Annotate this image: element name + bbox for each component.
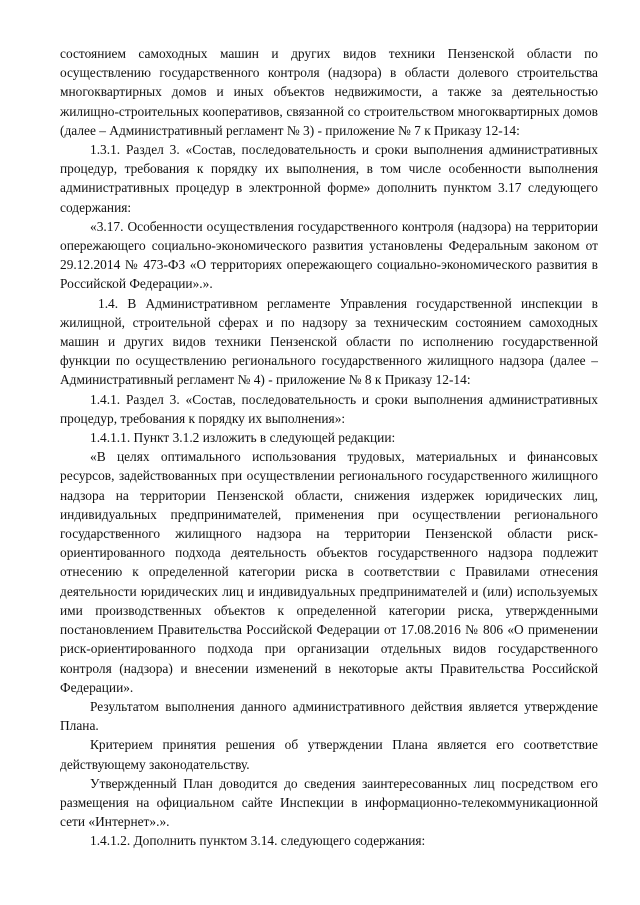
paragraph-3-17-quote: «3.17. Особенности осуществления государственного контроля (надзора) на территории опережающего социально-экономического развития установлены Федеральным законом от 29.12.2014 № 473-ФЗ «О территориях опережающего социально-экономического развития в Российской Федерации».». [60, 218, 598, 292]
paragraph-3-1-2-quote: «В целях оптимального использования трудовых, материальных и финансовых ресурсов, задействованных при осуществлении регионального государственного жилищного надзора на территории Пензенской области, снижения издержек юридических лиц, индивидуальных предпринимателей, применения при осуществлении регионального государственного жилищного надзора на территории Пензенской области риск-ориентированного подхода деятельность объектов государственного надзора подлежит отнесению к определенной категории риска в соответствии с Правилами отнесения деятельности юридических лиц и индивидуальных предпринимателей и (или) используемых ими производственных объектов к определенной категории риска, утвержденными постановлением Правительства Российской Федерации от 17.08.2016 № 806 «О применении риск-ориентированного подхода при организации отдельных видов государственного контроля (надзора) и внесении изменений в некоторые акты Правительства Российской Федерации». [60, 449, 598, 695]
paragraph-1-4-1-2: 1.4.1.2. Дополнить пунктом 3.14. следующего содержания: [90, 833, 426, 849]
document-page [60, 44, 598, 851]
paragraph-approved-plan: Утвержденный План доводится до сведения заинтересованных лиц посредством его размещения на официальном сайте Инспекции в информационно-телекоммуникационной сети «Интернет».». [60, 775, 598, 830]
paragraph-result: Результатом выполнения данного административного действия является утверждение Плана. [60, 698, 598, 734]
paragraph-criterion: Критерием принятия решения об утверждении Плана является его соответствие действующему законодательству. [60, 737, 598, 772]
paragraph-1-3-1: 1.3.1. Раздел 3. «Состав, последовательность и сроки выполнения административных процедур, требования к порядку их выполнения, в том числе особенности выполнения административных процедур в электронной форме» дополнить пунктом 3.17 следующего содержания: [60, 142, 598, 215]
paragraph-1-4-1-1: 1.4.1.1. Пункт 3.1.2 изложить в следующей редакции: [90, 430, 396, 446]
paragraph-continuation: состоянием самоходных машин и других видов техники Пензенской области по осуществлению государственного контроля (надзора) в области долевого строительства многоквартирных домов и иных объектов недвижимости, а также за деятельностью жилищно-строительных кооперативов, связанной со строительством многоквартирных домов (далее – Административный регламент № 3) - приложение № 7 к Приказу 12-14: [60, 46, 598, 138]
paragraph-1-4: 1.4. В Административном регламенте Управления государственной инспекции в жилищной, строительной сферах и по надзору за техническим состоянием самоходных машин и других видов техники Пензенской области по исполнению государственной функции по осуществлению регионального государственного жилищного надзора (далее – Административный регламент № 4) - приложение № 8 к Приказу 12-14: [60, 295, 598, 388]
paragraph-1-4-1: 1.4.1. Раздел 3. «Состав, последовательность и сроки выполнения административных процедур, требования к порядку их выполнения»: [60, 391, 598, 426]
